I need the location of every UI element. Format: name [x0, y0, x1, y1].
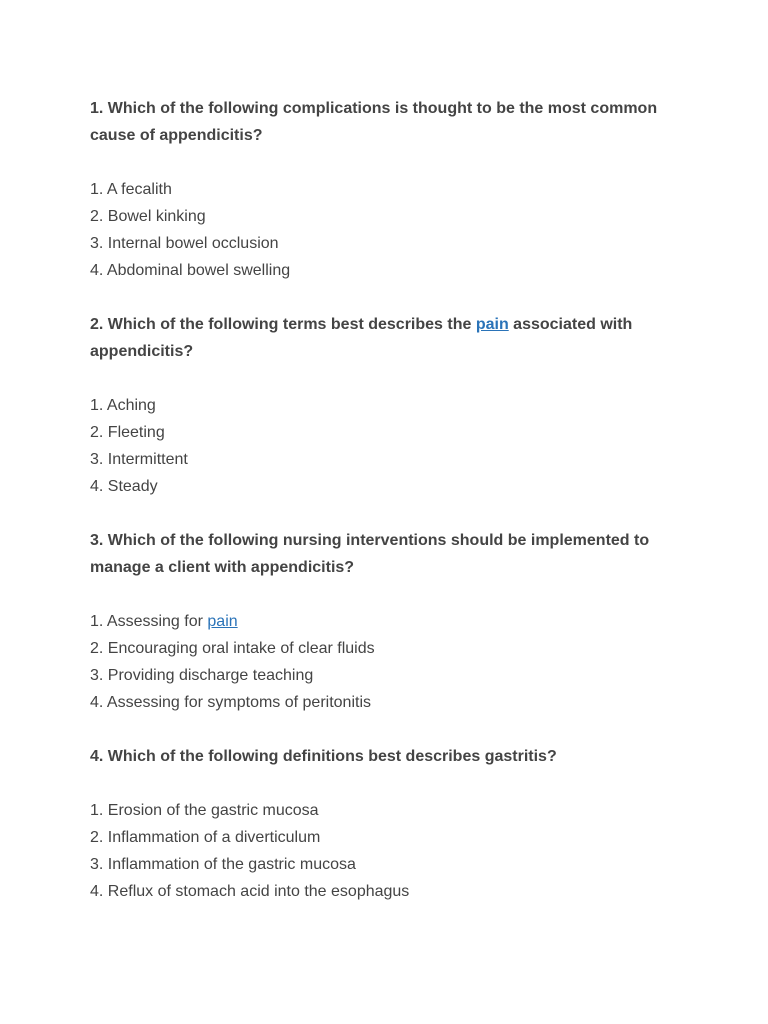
- pain-link[interactable]: pain: [475, 316, 509, 333]
- option-item: 1. Erosion of the gastric mucosa: [90, 802, 319, 819]
- option-item: 3. Intermittent: [90, 451, 188, 468]
- question-2-text-start: 2. Which of the following terms best describes the: [90, 316, 476, 333]
- option-item: 4. Assessing for symptoms of peritonitis: [90, 694, 371, 711]
- option-item: 4. Reflux of stomach acid into the esophagus: [90, 883, 410, 900]
- pain-link[interactable]: pain: [207, 613, 238, 630]
- question-4: 4. Which of the following definitions best describes gastritis?: [90, 748, 557, 765]
- option-item: 2. Inflammation of a diverticulum: [90, 829, 321, 846]
- question-2-text-end: associated with appendicitis?: [90, 316, 633, 360]
- option-item: 2. Fleeting: [90, 424, 165, 441]
- option-item: 1. A fecalith: [90, 181, 172, 198]
- question-4-options: [90, 797, 768, 905]
- question-3-options: [90, 608, 768, 716]
- question-1-options: [90, 176, 768, 284]
- option-item: 3. Providing discharge teaching: [90, 667, 314, 684]
- option-text: 1. Assessing for: [90, 613, 208, 630]
- option-item: 1. Aching: [90, 397, 156, 414]
- question-3: 3. Which of the following nursing interventions should be implemented to manage a client with appendicitis?: [90, 532, 650, 576]
- option-item: 3. Internal bowel occlusion: [90, 235, 279, 252]
- option-item: [90, 608, 768, 635]
- question-2-options: [90, 392, 768, 500]
- option-item: 2. Bowel kinking: [90, 208, 206, 225]
- option-item: 3. Inflammation of the gastric mucosa: [90, 856, 356, 873]
- option-item: 4. Abdominal bowel swelling: [90, 262, 291, 279]
- question-2: [90, 311, 680, 365]
- option-item: 2. Encouraging oral intake of clear fluids: [90, 640, 375, 657]
- question-1: 1. Which of the following complications is thought to be the most common cause of appendicitis?: [90, 100, 658, 144]
- option-item: 4. Steady: [90, 478, 158, 495]
